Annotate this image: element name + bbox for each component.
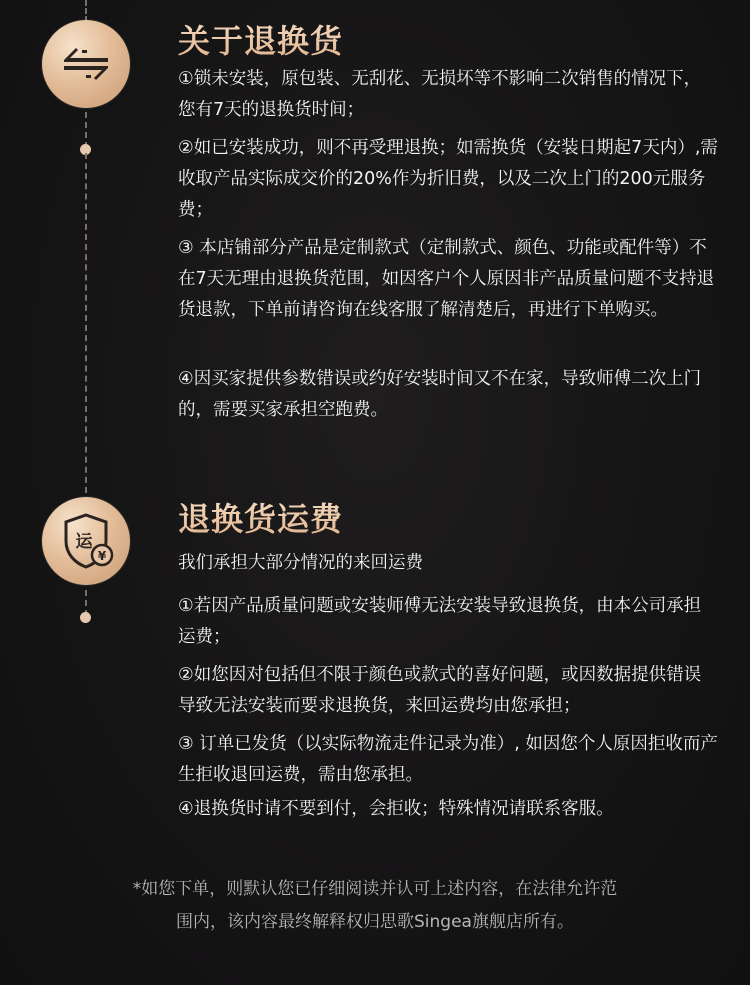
timeline-line-2: [85, 153, 87, 493]
exchange-arrows-icon: [42, 20, 130, 108]
exchange-badge: [42, 20, 130, 108]
shipping-badge: [42, 497, 130, 585]
returns-item-1: ①锁未安装，原包装、无刮花、无损坏等不影响二次销售的情况下，您有7天的退换货时间；: [178, 69, 702, 120]
returns-item-4: ④因买家提供参数错误或约好安装时间又不在家，导致师傅二次上门的，需要买家承担空跑费。: [178, 369, 702, 420]
shipping-item-1: ①若因产品质量问题或安装师傅无法安装导致退换货，由本公司承担运费；: [178, 596, 702, 647]
shield-icon-text: 运: [75, 532, 93, 552]
shipping-intro: 我们承担大部分情况的来回运费: [178, 553, 423, 573]
shield-shipping-yen-icon: [42, 497, 130, 585]
timeline-line-1: [85, 112, 87, 148]
shipping-item-2: ②如您因对包括但不限于颜色或款式的喜好问题，或因数据提供错误导致无法安装而要求退换货，来回运费均由您承担；: [178, 665, 702, 716]
timeline-line-top: [85, 0, 87, 22]
returns-item-3: ③ 本店铺部分产品是定制款式（定制款式、颜色、功能或配件等）不在7天无理由退换货范围，如因客户个人原因非产品质量问题不支持退货退款，下单前请咨询在线客服了解清楚后，再进行下单购买。: [178, 238, 715, 320]
yen-coin-text: ¥: [97, 549, 107, 563]
shipping-item-4: ④退换货时请不要到付，会拒收；特殊情况请联系客服。: [178, 799, 614, 819]
footer-line-1: *如您下单，则默认您已仔细阅读并认可上述内容，在法律允许范: [132, 879, 618, 899]
section-title-shipping: 退换货运费: [178, 494, 343, 540]
shipping-item-3: ③ 订单已发货（以实际物流走件记录为准）, 如因您个人原因拒收而产生拒收退回运费，需由您承担。: [178, 734, 718, 785]
timeline-dot-2: [80, 612, 91, 623]
footer-disclaimer: [0, 873, 750, 939]
section-title-returns: 关于退换货: [178, 16, 343, 62]
returns-item-2: ②如已安装成功，则不再受理退换；如需换货（安装日期起7天内）,需收取产品实际成交价的20%作为折旧费，以及二次上门的200元服务费；: [178, 138, 718, 220]
footer-line-2: 围内，该内容最终解释权归思歌Singea旗舰店所有。: [176, 912, 574, 932]
